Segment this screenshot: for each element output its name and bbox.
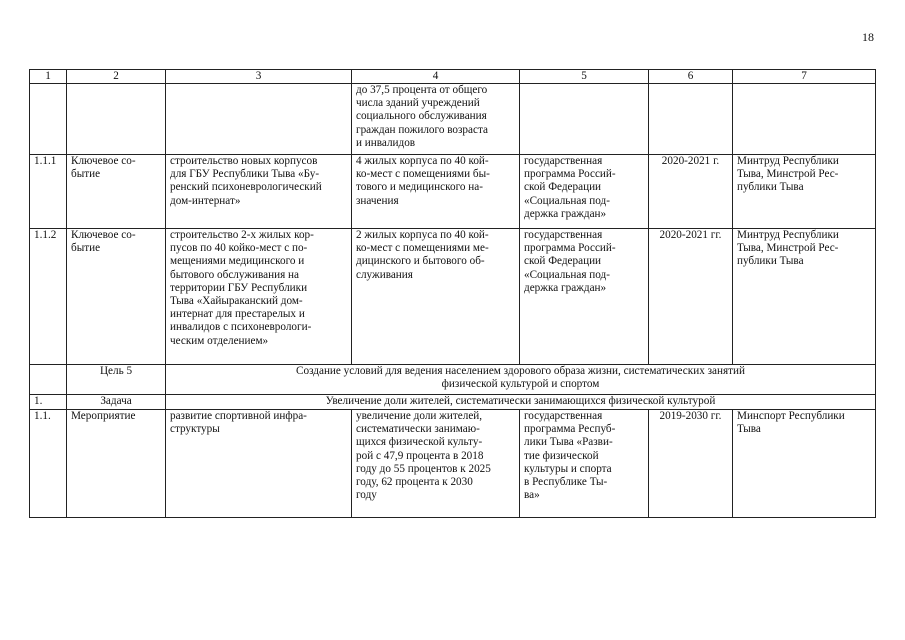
row-result: увеличение доли жителей, систематически занимаю- щихся физической культу- рой с 47,9 процента в 2018 году до 55 процентов к 2025 году, 62 процента к 2030 году <box>352 410 520 518</box>
header-cell: 4 <box>352 70 520 84</box>
header-cell: 3 <box>166 70 352 84</box>
row-program: государственная программа Россий- ской Федерации «Социальная под- держка граждан» <box>520 229 649 365</box>
header-cell: 6 <box>649 70 733 84</box>
row-executor: Минтруд Республики Тыва, Минстрой Рес- публики Тыва <box>733 229 876 365</box>
row-result: 4 жилых корпуса по 40 кой- ко-мест с помещениями бы- тового и медицинского на- значения <box>352 155 520 229</box>
row-period: 2020-2021 гг. <box>649 229 733 365</box>
row-name: строительство новых корпусов для ГБУ Республики Тыва «Бу- ренский психоневрологический дом-интернат» <box>166 155 352 229</box>
continuation-row <box>30 84 876 155</box>
row-name: строительство 2-х жилых кор- пусов по 40 койко-мест с по- мещениями медицинского и бытового обслуживания на территории ГБУ Республики Тыва «Хайыраканский дом- интернат для престарелых и инвалидов с психоневрологи- ческим отделением» <box>166 229 352 365</box>
task-label: Задача <box>67 395 166 410</box>
plan-table <box>29 69 876 518</box>
row-number: 1.1.1 <box>30 155 67 229</box>
header-cell: 1 <box>30 70 67 84</box>
row-name: развитие спортивной инфра- структуры <box>166 410 352 518</box>
header-row <box>30 70 876 84</box>
goal-label: Цель 5 <box>67 365 166 395</box>
table-row <box>30 410 876 518</box>
header-cell: 7 <box>733 70 876 84</box>
row-period: 2020-2021 г. <box>649 155 733 229</box>
result-cell: до 37,5 процента от общего числа зданий учреждений социального обслуживания граждан пожилого возраста и инвалидов <box>352 84 520 155</box>
task-number: 1. <box>30 395 67 410</box>
task-row <box>30 395 876 410</box>
page-number: 18 <box>862 30 874 44</box>
row-executor: Минспорт Республики Тыва <box>733 410 876 518</box>
row-period: 2019-2030 гг. <box>649 410 733 518</box>
task-text: Увеличение доли жителей, систематически занимающихся физической культурой <box>166 395 876 410</box>
goal-text: Создание условий для ведения населением здорового образа жизни, систематических занятий физической культурой и спортом <box>166 365 876 395</box>
table-row <box>30 229 876 365</box>
goal-row <box>30 365 876 395</box>
table-row <box>30 155 876 229</box>
header-cell: 2 <box>67 70 166 84</box>
row-type: Ключевое со- бытие <box>67 155 166 229</box>
row-type: Мероприятие <box>67 410 166 518</box>
row-executor: Минтруд Республики Тыва, Минстрой Рес- публики Тыва <box>733 155 876 229</box>
row-number: 1.1.2 <box>30 229 67 365</box>
row-program: государственная программа Россий- ской Федерации «Социальная под- держка граждан» <box>520 155 649 229</box>
row-number: 1.1. <box>30 410 67 518</box>
row-type: Ключевое со- бытие <box>67 229 166 365</box>
row-result: 2 жилых корпуса по 40 кой- ко-мест с помещениями ме- дицинского и бытового об- служивания <box>352 229 520 365</box>
row-program: государственная программа Респуб- лики Тыва «Разви- тие физической культуры и спорта в Республике Ты- ва» <box>520 410 649 518</box>
header-cell: 5 <box>520 70 649 84</box>
